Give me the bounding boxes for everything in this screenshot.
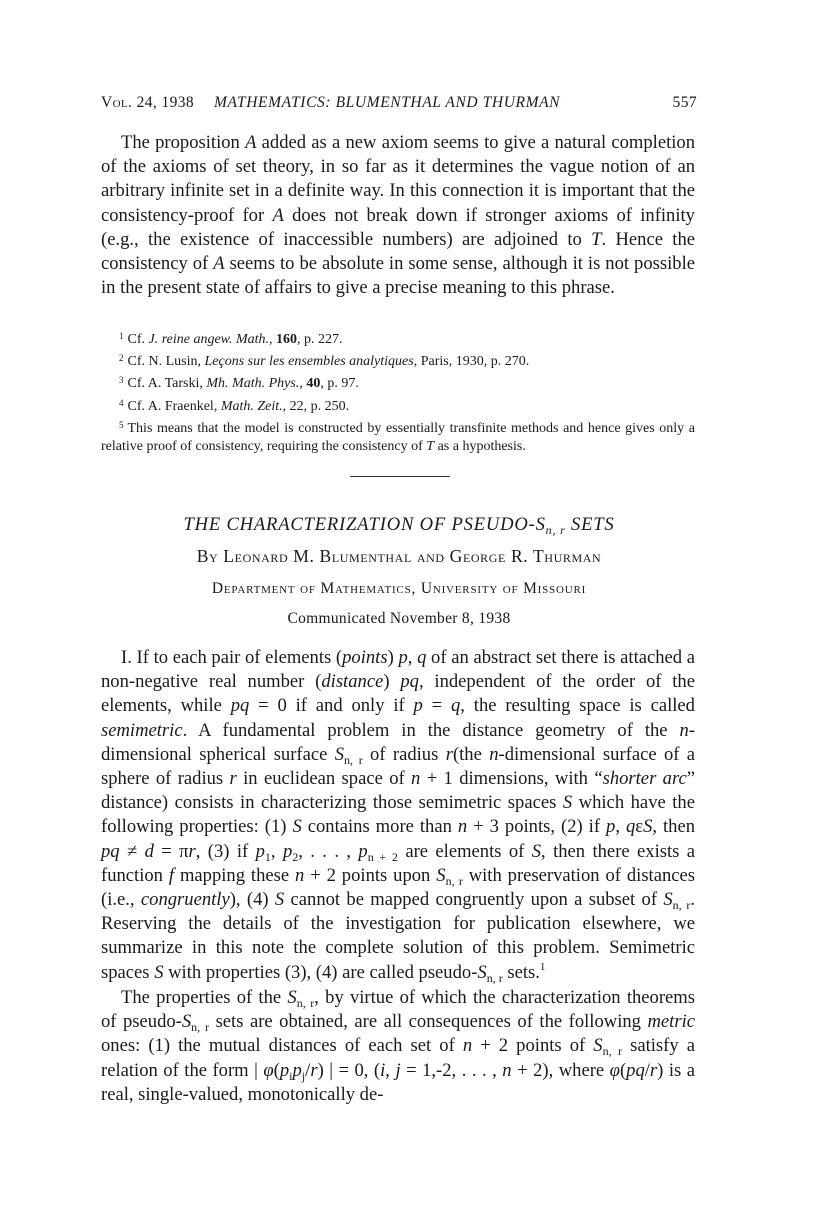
article-byline: By Leonard M. Blumenthal and George R. Thurman bbox=[196, 546, 602, 566]
section-one-paragraph: I. If to each pair of elements (points) p, q of an abstract set there is attached a non-negative real number (distance) pq, independent of the order of the elements, while pq = 0 if and only if p = q, the resulting space is called semimetric. A fundamental problem in the distance geometry of the n-dimensional spherical surface $S_{n, r}$ of radius r(the n-dimensional surface of a sphere of radius r in euclidean space of n + 1 dimensions, with “shorter arc” distance) consists in characterizing those semimetric spaces S which have the following properties: (1) S contains more than n + 3 points, (2) if p, qεS, then pq ≠ d = πr, (3) if $p_1$, $p_2$, . . . , $p_{n + 2}$ are elements of S, then there exists a function f mapping these n + 2 points upon $S_{n, r}$ with preservation of distances (i.e., congruently), (4) S cannot be mapped congruently upon a subset of $S_{n, r}$. Reserving the details of the investigation for publication elsewhere, we summarize in this note the complete solution of this problem. Semimetric spaces S with properties (3), (4) are called pseudo-$S_{n, r}$ sets.$^1$ bbox=[101, 647, 696, 985]
intro-paragraph: The proposition A added as a new axiom seems to give a natural completion of the axioms of set theory, in so far as it determines the vague notion of an arbitrary infinite set in a definite way. In this connection it is important that the consistency-proof for A does not break down if stronger axioms of infinity (e.g., the existence of inaccessible numbers) are adjoined to T. Hence the consistency of A seems to be absolute in some sense, although it is not possible in the present state of affairs to give a precise meaning to this phrase. bbox=[101, 132, 695, 299]
footnote-ref-1: 1 bbox=[539, 960, 546, 973]
footnote-5: $^5$ This means that the model is constructed by essentially transfinite methods and hence gives only a relative proof of consistency, requiring the consistency of T as a hypothesis. bbox=[101, 419, 695, 455]
running-title: MATHEMATICS: BLUMENTHAL AND THURMAN bbox=[214, 94, 561, 111]
volume-year: Vol. 24, 1938 bbox=[101, 94, 195, 111]
footnote-4: $^4$ Cf. A. Fraenkel, Math. Zeit., 22, p. 250. bbox=[119, 397, 350, 414]
footnote-2: $^2$ Cf. N. Lusin, Leçons sur les ensembles analytiques, Paris, 1930, p. 270. bbox=[119, 353, 530, 370]
footnote-3: $^3$ Cf. A. Tarski, Mh. Math. Phys., 40, p. 97. bbox=[119, 375, 359, 392]
running-header bbox=[101, 94, 697, 118]
communicated-date: Communicated November 8, 1938 bbox=[287, 610, 511, 627]
footnotes bbox=[101, 327, 695, 456]
footnote-1: $^1$ Cf. J. reine angew. Math., 160, p. 227. bbox=[119, 331, 343, 347]
page-number: 557 bbox=[672, 94, 697, 111]
affiliation: Department of Mathematics, University of Missouri bbox=[211, 580, 587, 597]
section-numeral: I. bbox=[121, 647, 132, 668]
section-one-paragraph-2: The properties of the $S_{n, r}$, by virtue of which the characterization theorems of pseudo-$S_{n, r}$ sets are obtained, are all consequences of the following metric ones: (1) the mutual distances of each set of n + 2 points of $S_{n, r}$ satisfy a relation of the form | $\varphi(p_ip_j/r)$ | = 0, (i, j = 1,-2, . . . , n + 2), where φ(pq/r) is a real, single-valued, monotonically de- bbox=[101, 987, 696, 1105]
article-title: THE CHARACTERIZATION OF PSEUDO-$S_{n, r}$ SETS bbox=[183, 514, 615, 537]
section-divider bbox=[350, 476, 450, 477]
